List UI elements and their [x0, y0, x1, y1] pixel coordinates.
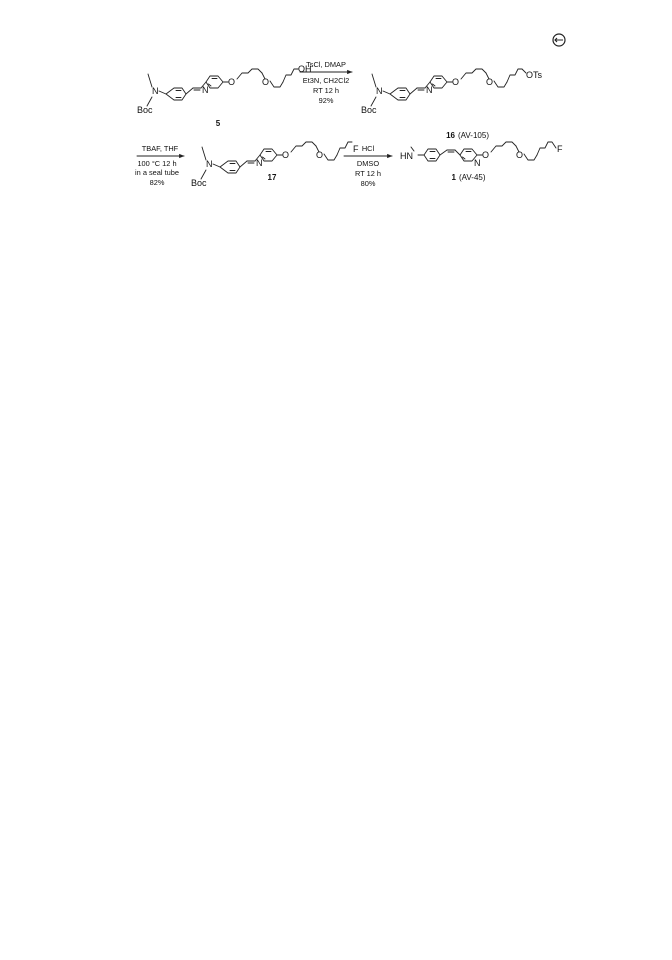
ether-oxygen-label: O [482, 150, 490, 160]
yield-text: 82% [149, 178, 165, 187]
nitrogen-label: N [152, 86, 159, 96]
reagent-text: TsCl, DMAP [306, 60, 346, 69]
compound-code: (AV-45) [459, 173, 486, 182]
circled-arrow-icon [553, 34, 565, 46]
ether-oxygen-label: O [452, 77, 460, 87]
terminal-group-label: F [353, 144, 359, 154]
pyridine-nitrogen-label: N [426, 85, 433, 95]
terminal-group-label: F [557, 144, 563, 154]
compound-number: 17 [267, 173, 277, 182]
reaction-arrow-3 [344, 144, 392, 188]
condition-text: RT 12 h [312, 86, 340, 95]
compound-number: 1 [451, 173, 456, 182]
pyridine-nitrogen-label: N [474, 158, 481, 168]
reagent-text: TBAF, THF [141, 144, 179, 153]
reaction-arrow-1 [300, 60, 352, 105]
compound-16 [361, 69, 543, 140]
compound-number: 16 [446, 131, 455, 140]
peg-oxygen-label: O [262, 77, 270, 87]
boc-label: Boc [361, 105, 377, 115]
peg-oxygen-label: O [316, 150, 324, 160]
condition-text: in a seal tube [135, 168, 179, 177]
nitrogen-label: N [206, 159, 213, 169]
peg-oxygen-label: O [516, 150, 524, 160]
yield-text: 92% [318, 96, 334, 105]
compound-number: 5 [215, 119, 221, 128]
peg-oxygen-label: O [486, 77, 494, 87]
amine-label: HN [400, 151, 413, 161]
condition-text: Et3N, CH2Cl2 [302, 76, 350, 85]
reaction-arrow-2 [135, 144, 184, 187]
compound-5 [137, 64, 312, 128]
yield-text: 80% [360, 179, 376, 188]
nitrogen-label: N [376, 86, 383, 96]
compound-17 [191, 142, 359, 188]
condition-text: 100 °C 12 h [137, 159, 177, 168]
compound-code: (AV-105) [458, 131, 489, 140]
boc-label: Boc [137, 105, 153, 115]
condition-text: RT 12 h [354, 169, 382, 178]
condition-text: DMSO [356, 159, 380, 168]
terminal-group-label: OTs [526, 70, 543, 80]
boc-label: Boc [191, 178, 207, 188]
compound-1 [400, 142, 563, 182]
ether-oxygen-label: O [228, 77, 236, 87]
terminal-group-label: OH [298, 64, 312, 74]
reagent-text: HCl [361, 144, 375, 153]
ether-oxygen-label: O [282, 150, 290, 160]
pyridine-nitrogen-label: N [256, 158, 263, 168]
pyridine-nitrogen-label: N [202, 85, 209, 95]
